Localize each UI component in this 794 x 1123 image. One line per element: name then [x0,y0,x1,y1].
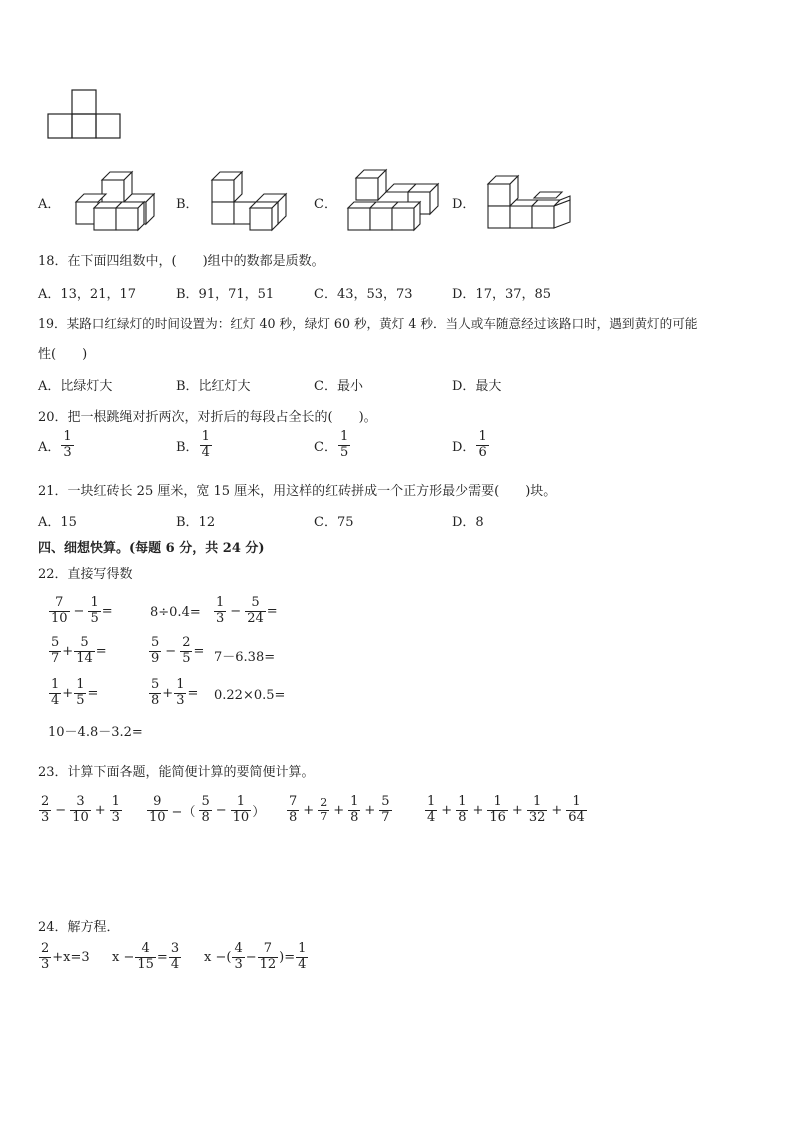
fraction: $\frac{3}{4}$ [170,941,180,972]
q19-option-d[interactable]: D．最大 [452,379,502,394]
fraction: 9 10 [149,794,166,825]
fraction: $\frac{1}{64}$ [568,794,585,825]
q20-option-b-label: B． [176,439,199,455]
fraction: 1 3 [63,429,72,460]
fraction: $\frac{4}{15}$ [137,941,154,972]
q23-expr-3: 7 8 + $\frac{2}{7}$ + $\frac{1}{8}$ + $\frac{5}{7}$ [289,794,390,825]
fraction: 5 7 [51,635,60,666]
q22-expr-5: 5 9 − $\frac{2}{5}$ = [151,635,205,666]
q23-expr-4: 1 4 + $\frac{1}{8}$ + $\frac{1}{16}$ + $\frac{1}{32}$ + $\frac{1}{64}$ [427,794,585,825]
fraction: $\frac{1}{5}$ [90,595,99,626]
q24-equation-1: 2 3 +x=3 [41,941,90,972]
q22-expr-9: 0.22×0.5= [214,688,286,703]
q18-option-a[interactable]: A．13，21，17 [38,287,137,302]
q21-stem: 21．一块红砖长 25 厘米，宽 15 厘米，用这样的红砖拼成一个正方形最少需要( )块。 [38,484,557,499]
q19-stem-line2: 性( ) [38,347,88,362]
q20-option-c-label: C． [314,439,337,455]
q18-option-c[interactable]: C．43，53，73 [314,287,413,302]
fraction: 5 9 [151,635,160,666]
q19-stem-line1: 19．某路口红绿灯的时间设置为：红灯 40 秒，绿灯 60 秒，黄灯 4 秒．当人或车随意经过该路口时，遇到黄灯的可能 [38,316,698,331]
q21-option-c[interactable]: C．75 [314,515,354,530]
fraction: 2 3 [41,794,50,825]
q19-option-a[interactable]: A．比绿灯大 [38,379,113,394]
fraction: 7 10 [51,595,68,626]
fraction: 7 8 [289,794,298,825]
q23-stem: 23．计算下面各题，能简便计算的要简便计算。 [38,765,315,780]
q22-expr-10: 10－4.8－3.2= [48,725,143,740]
fraction: $\frac{1}{8}$ [458,794,467,825]
fraction: $\frac{1}{5}$ [76,677,85,708]
fraction: 1 4 [201,429,210,460]
q19-option-c[interactable]: C．最小 [314,379,363,394]
q17-option-d-label[interactable]: D． [452,197,476,212]
fraction: $\frac{5}{7}$ [381,794,390,825]
fraction: $\frac{2}{5}$ [182,635,191,666]
q22-stem: 22．直接写得数 [38,567,133,582]
q22-expr-7: 1 4 + $\frac{1}{5}$ = [51,677,99,708]
fraction: $\frac{5}{14}$ [76,635,93,666]
q20-option-b[interactable] [176,430,213,461]
fraction: 2 3 [41,941,50,972]
fraction: 1 6 [478,429,487,460]
fraction: $\frac{1}{3}$ [176,677,185,708]
q20-stem: 20．把一根跳绳对折两次，对折后的每段占全长的( )。 [38,410,377,425]
cube-figure-b [208,168,300,232]
fraction: 1 4 [427,794,436,825]
fraction: 5 8 [151,677,160,708]
q20-option-d[interactable] [452,430,490,461]
fraction: 1 3 [216,595,225,626]
q20-option-c[interactable] [314,430,351,461]
q22-expr-8: 5 8 + $\frac{1}{3}$ = [151,677,199,708]
fraction: $\frac{1}{3}$ [111,794,120,825]
fraction: $\frac{1}{10}$ [232,794,250,825]
top-view-figure [47,88,123,140]
fraction: $\frac{1}{4}$ [298,941,307,972]
q18-stem: 18．在下面四组数中，( )组中的数都是质数。 [38,254,325,269]
q22-expr-6: 7－6.38= [214,650,276,665]
fraction: $\frac{1}{32}$ [528,794,546,825]
q20-option-a-label: A． [38,439,61,455]
fraction: $\frac{1}{16}$ [489,794,506,825]
section-title: 四、细想快算。(每题 6 分，共 24 分) [38,541,265,556]
fraction: $\frac{3}{10}$ [72,794,89,825]
fraction: 1 5 [339,429,349,460]
fraction: 4 3 [234,941,243,972]
fraction: $\frac{7}{12}$ [259,941,277,972]
fraction: 5 8 [201,794,210,825]
q19-option-b[interactable]: B．比红灯大 [176,379,251,394]
q22-expr-3: 1 3 − $\frac{5}{24}$ = [216,595,278,626]
q17-option-c-label[interactable]: C． [314,197,337,212]
q21-option-b[interactable]: B．12 [176,515,216,530]
q24-equation-2: x − $\frac{4}{15}$ = $\frac{3}{4}$ [112,941,180,972]
q22-expr-2: 8÷0.4= [150,605,201,620]
q24-equation-3: x −( 4 3 − $\frac{7}{12}$ )= $\frac{1}{4}$ [204,941,307,972]
q21-option-a[interactable]: A．15 [38,515,77,530]
q17-option-b-label[interactable]: B． [176,197,199,212]
q20-option-a[interactable] [38,430,75,461]
q18-option-b[interactable]: B．91，71，51 [176,287,275,302]
cube-figure-c [342,168,446,234]
q18-option-d[interactable]: D．17，37，85 [452,287,552,302]
fraction: $\frac{5}{24}$ [247,595,264,626]
q17-option-a-label[interactable]: A． [38,197,61,212]
q23-expr-2: 9 10 −（ 5 8 − $\frac{1}{10}$ ） [149,794,266,825]
cube-figure-d [484,168,578,234]
fraction: $\frac{2}{7}$ [320,796,328,823]
q22-expr-4: 5 7 + $\frac{5}{14}$ = [51,635,107,666]
q21-option-d[interactable]: D．8 [452,515,484,530]
cube-figure-a [72,168,164,232]
fraction: 1 4 [51,677,60,708]
q23-expr-1: 2 3 − $\frac{3}{10}$ + $\frac{1}{3}$ [41,794,120,825]
fraction: $\frac{1}{8}$ [350,794,359,825]
q24-stem: 24．解方程． [38,920,120,935]
q22-expr-1: 7 10 − $\frac{1}{5}$ = [51,595,113,626]
q20-option-d-label: D． [452,439,476,455]
